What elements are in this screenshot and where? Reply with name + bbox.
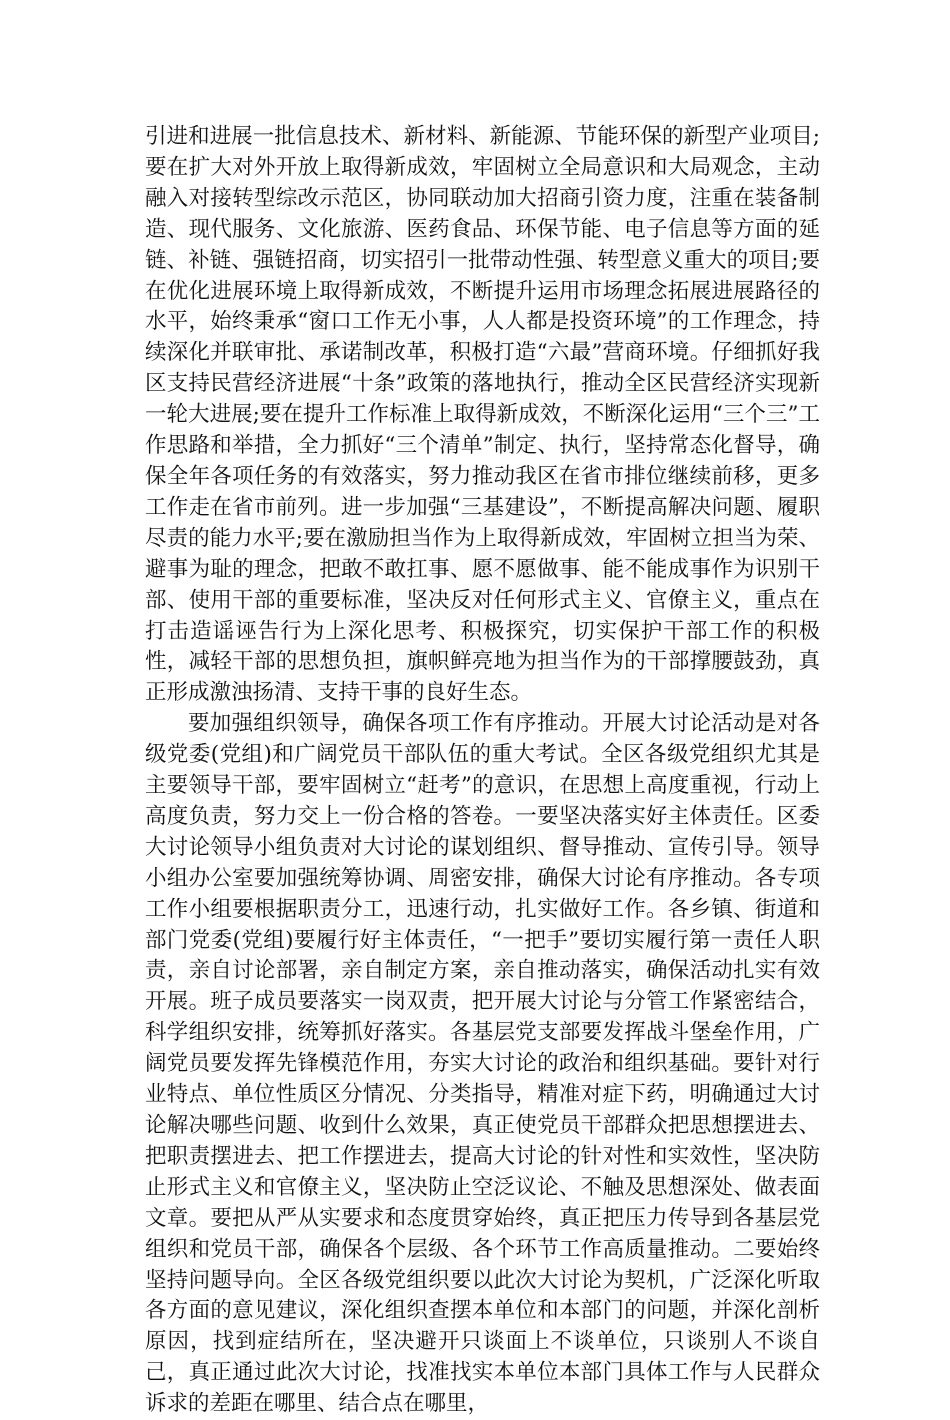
document-body [145, 122, 820, 1420]
paragraph-organization-leadership: 要加强组织领导，确保各项工作有序推动。开展大讨论活动是对各级党委(党组)和广阔党员干部队伍的重大考试。全区各级党组织尤其是主要领导干部，要牢固树立“赶考”的意识，在思想上高度重视，行动上高度负责，努力交上一份合格的答卷。一要坚决落实好主体责任。区委大讨论领导小组负责对大讨论的谋划组织、督导推动、宣传引导。领导小组办公室要加强统筹协调、周密安排，确保大讨论有序推动。各专项工作小组要根据职责分工，迅速行动，扎实做好工作。各乡镇、街道和部门党委(党组)要履行好主体责任，“一把手”要切实履行第一责任人职责，亲自讨论部署，亲自制定方案，亲自推动落实，确保活动扎实有效开展。班子成员要落实一岗双责，把开展大讨论与分管工作紧密结合，科学组织安排，统筹抓好落实。各基层党支部要发挥战斗堡垒作用，广阔党员要发挥先锋模范作用，夯实大讨论的政治和组织基础。要针对行业特点、单位性质区分情况、分类指导，精准对症下药，明确通过大讨论解决哪些问题、收到什么效果，真正使党员干部群众把思想摆进去、把职责摆进去、把工作摆进去，提高大讨论的针对性和实效性，坚决防止形式主义和官僚主义，坚决防止空泛议论、不触及思想深处、做表面文章。要把从严从实要求和态度贯穿始终，真正把压力传导到各基层党组织和党员干部，确保各个层级、各个环节工作高质量推动。二要始终坚持问题导向。全区各级党组织要以此次大讨论为契机，广泛深化听取各方面的意见建议，深化组织查摆本单位和本部门的问题，并深化剖析原因，找到症结所在，坚决避开只谈面上不谈单位，只谈别人不谈自己，真正通过此次大讨论，找准找实本单位本部门具体工作与人民群众诉求的差距在哪里、结合点在哪里， [145, 711, 820, 1417]
paragraph-continuation: 引进和进展一批信息技术、新材料、新能源、节能环保的新型产业项目;要在扩大对外开放上取得新成效，牢固树立全局意识和大局观念，主动融入对接转型综改示范区，协同联动加大招商引资力度，注重在装备制造、现代服务、文化旅游、医药食品、环保节能、电子信息等方面的延链、补链、强链招商，切实招引一批带动性强、转型意义重大的项目;要在优化进展环境上取得新成效，不断提升运用市场理念拓展进展路径的水平，始终秉承“窗口工作无小事，人人都是投资环境”的工作理念，持续深化并联审批、承诺制改革，积极打造“六最”营商环境。仔细抓好我区支持民营经济进展“十条”政策的落地执行，推动全区民营经济实现新一轮大进展;要在提升工作标准上取得新成效，不断深化运用“三个三”工作思路和举措，全力抓好“三个清单”制定、执行，坚持常态化督导，确保全年各项任务的有效落实，努力推动我区在省市排位继续前移，更多工作走在省市前列。进一步加强“三基建设”，不断提高解决问题、履职尽责的能力水平;要在激励担当作为上取得新成效，牢固树立担当为荣、避事为耻的理念，把敢不敢扛事、愿不愿做事、能不能成事作为识别干部、使用干部的重要标准，坚决反对任何形式主义、官僚主义，重点在打击造谣诬告行为上深化思考、积极探究，切实保护干部工作的积极性，减轻干部的思想负担，旗帜鲜亮地为担当作为的干部撑腰鼓劲，真正形成激浊扬清、支持干事的良好生态。 [145, 124, 820, 706]
